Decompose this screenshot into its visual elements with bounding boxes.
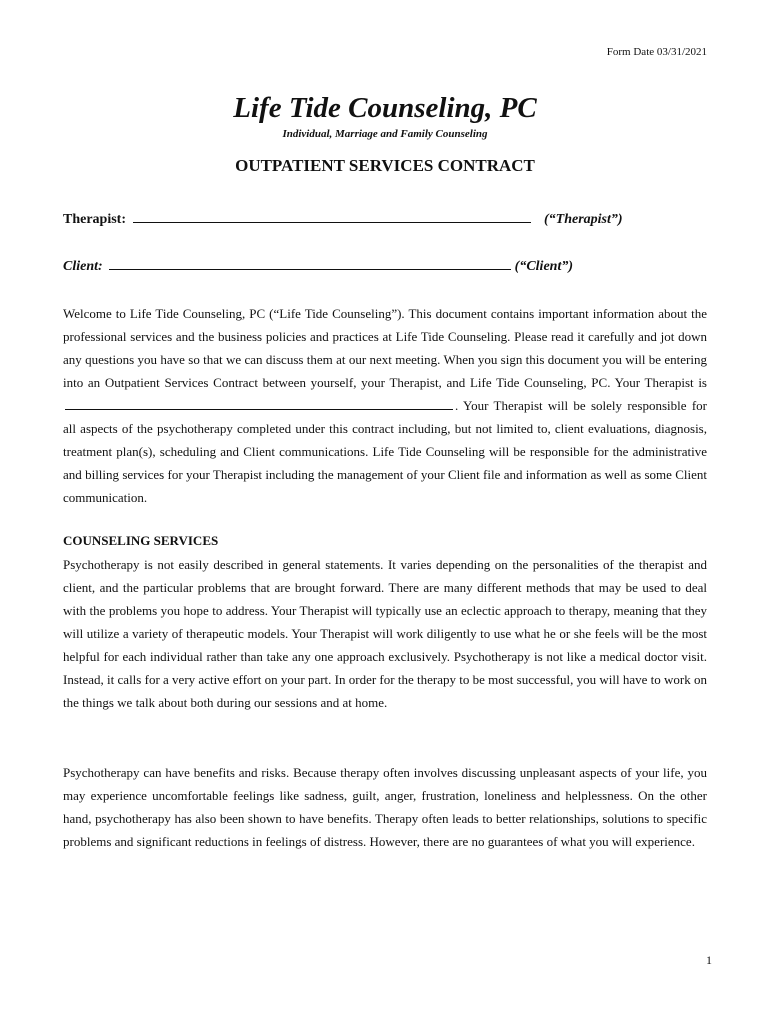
organization-subtitle: Individual, Marriage and Family Counseling: [282, 128, 488, 140]
counseling-services-heading: COUNSELING SERVICES: [63, 533, 219, 548]
form-date: Form Date 03/31/2021: [606, 46, 707, 58]
counseling-services-paragraph: Psychotherapy is not easily described in general statements. It varies depending on the personalities of the therapist and client, and the particular problems that are brought forward. There are many different methods that may be used to deal with the problems you hope to address. Your Therapist will typically use an eclectic approach to therapy, meaning that they will utilize a variety of therapeutic models. Your Therapist will work diligently to use what he or she feels will be the most helpful for each individual rather than take any one approach exclusively. Psychotherapy is not like a medical doctor visit. Instead, it calls for a very active effort on your part. In order for the therapy to be most successful, you will have to work on the things we talk about both during our sessions and at home.: [63, 557, 707, 710]
document-title: OUTPATIENT SERVICES CONTRACT: [235, 156, 535, 175]
therapist-label: Therapist:: [63, 212, 126, 227]
welcome-text-part2: . Your Therapist will be solely responsible for all aspects of the psychotherapy completed under this contract including, but not limited to, client evaluations, diagnosis, treatment plan(s), scheduling and Client communications. Life Tide Counseling will be responsible for the administrative and billing services for your Therapist including the management of your Client file and information as well as some Client communication.: [63, 398, 707, 505]
client-label: Client:: [63, 259, 103, 274]
benefits-paragraph: Psychotherapy can have benefits and risks. Because therapy often involves discussing unpleasant aspects of your life, you may experience uncomfortable feelings like sadness, guilt, anger, frustration, loneliness and helplessness. On the other hand, psychotherapy has also been shown to have benefits. Therapy often leads to better relationships, solutions to specific problems and significant reductions in feelings of distress. However, there are no guarantees of what you will experience.: [63, 765, 707, 849]
therapist-name-blank[interactable]: [65, 398, 453, 410]
page-number: 1: [706, 953, 712, 967]
welcome-text-part1: Welcome to Life Tide Counseling, PC (“Life Tide Counseling”). This document contains important information about the professional services and the business policies and practices at Life Tide Counseling. Please read it carefully and jot down any questions you have so that we can discuss them at our next meeting. When you sign this document you will be entering into an Outpatient Services Contract between yourself, your Therapist, and Life Tide Counseling, PC. Your Therapist is: [63, 306, 707, 390]
welcome-paragraph: [63, 302, 707, 509]
client-suffix: (“Client”): [514, 259, 574, 274]
therapist-field-row: [63, 210, 623, 228]
organization-name: Life Tide Counseling, PC: [233, 92, 537, 124]
therapist-suffix: (“Therapist”): [544, 212, 623, 227]
client-blank-line[interactable]: [109, 257, 511, 270]
therapist-blank-line[interactable]: [133, 210, 531, 223]
client-field-row: [63, 257, 573, 275]
